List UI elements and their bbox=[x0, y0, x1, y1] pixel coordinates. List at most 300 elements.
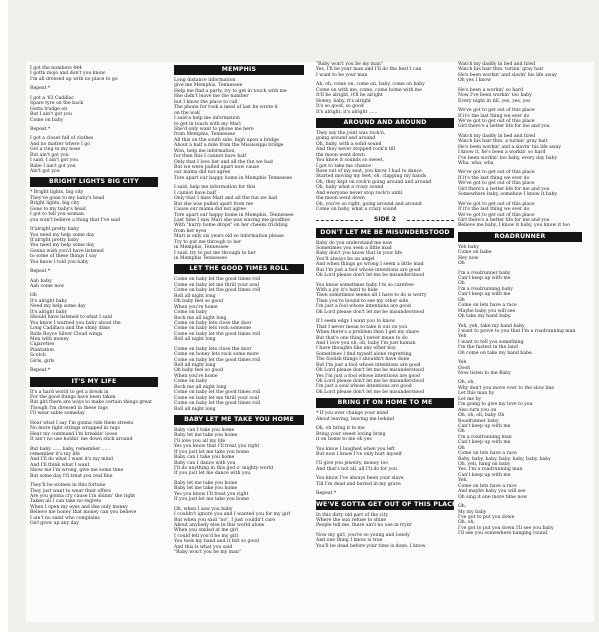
lyric-line: You need my help some day bbox=[30, 243, 95, 249]
column-4 bbox=[458, 62, 582, 537]
lyric-line: I said, help me information for this bbox=[174, 185, 256, 191]
lyric-line: Can't keep up with me bbox=[458, 440, 511, 446]
lyric-line: You'll be dead before your time is done, I know bbox=[316, 543, 426, 549]
lyric-line: But baby ...... baby, remember ...... bbox=[30, 446, 111, 452]
lyric-line: Baby can I take you home bbox=[174, 427, 235, 433]
lyric-line: If it's the last thing we ever do bbox=[458, 113, 530, 119]
lyric-line: I'm all dressed up with no place to go bbox=[30, 76, 118, 82]
lyric-line: Ah, oh, come on, come on, baby, come on baby bbox=[316, 82, 425, 88]
lyric-line: If it's the last thing we ever do bbox=[458, 207, 530, 213]
lyric-line: If you just let me take you home bbox=[174, 497, 249, 503]
lyric-line: the moon went down bbox=[316, 196, 365, 202]
lyric-line: They say the joint was rock'n, bbox=[316, 130, 386, 136]
lyric-line: Come on baby, what a crazy sound bbox=[316, 207, 397, 213]
lyric-line: But ain't got you bbox=[30, 152, 69, 158]
lyric-line: And everyone never stop rock'n until bbox=[316, 190, 403, 196]
lyric-line: Only that I miss Mari and all the fun we had bbox=[174, 196, 277, 202]
lyric-line: All this on the south side, high upon a bridge bbox=[174, 137, 280, 143]
lyric-line: When there's a problem then I get my share bbox=[316, 330, 419, 336]
lyric-line: Come on baby let me thrill your soul bbox=[174, 395, 260, 401]
lyric-line: Started moving my feet, oh, clapping my hands bbox=[316, 174, 427, 180]
lyric-line: going around and around bbox=[316, 136, 376, 142]
lyric-line: And one thing I know is true bbox=[316, 538, 383, 544]
lyric-line: And they never stopped rock'n till bbox=[316, 147, 396, 153]
lyric-line: Come on baby let the good times roll bbox=[174, 288, 261, 294]
lyric-line: But I ain't got you bbox=[30, 112, 72, 118]
lyric-line: And maybe baby you will see bbox=[458, 489, 526, 495]
lyric-line: Baby can I dance with you bbox=[174, 460, 236, 466]
side-divider bbox=[316, 215, 454, 225]
lyric-line: Show me I'm wrong, give me some time bbox=[30, 468, 124, 474]
lyric-line: Every night in till, yes, yes, yes bbox=[458, 98, 531, 104]
lyric-line: I want to prove to you that I'm a roadrunning man bbox=[458, 328, 576, 334]
lyric-line: It's so good, so good bbox=[316, 104, 364, 110]
lyric-line: Oh, oh bring it to me bbox=[316, 426, 365, 432]
lyric-line: And I love you oh, oh, baby I'm just human bbox=[316, 340, 416, 346]
lyric-line: Long distance information bbox=[174, 78, 236, 83]
lyric-line: Come on baby let me thrill your soul bbox=[174, 282, 260, 288]
lyric-line: I want to be your man bbox=[316, 72, 368, 78]
lyric-line: And this is what you said bbox=[174, 544, 233, 550]
lyric-line: I got to tell you woman bbox=[30, 212, 84, 218]
lyric-line: Oh baby feel so good bbox=[174, 299, 223, 305]
lyric-line: When you're home bbox=[174, 304, 218, 310]
lyric-line: Now listen to me Baby bbox=[458, 371, 511, 376]
lyric-line: Till I'm dead and buried in my grave bbox=[316, 481, 401, 487]
lyric-line: About anybody else in this world alone bbox=[174, 522, 265, 528]
lyric-line: It's alright, it's alright ...... bbox=[316, 109, 378, 115]
lyric-line: But we were pulled apart now cause bbox=[174, 165, 260, 170]
lyric-line: Oh, yeh, hang on baby bbox=[458, 462, 511, 467]
lyric-line: Baby can I take you home bbox=[174, 455, 235, 461]
lyric-line: I gotta mojo and don't you know bbox=[30, 71, 106, 77]
lyric-line: It's alright baby bbox=[30, 309, 68, 315]
lyric-line: from Memphis, Tennessee bbox=[174, 132, 236, 138]
lyric-line: "Baby won't you be my man" bbox=[174, 550, 241, 556]
lyric-line: Come on baby bbox=[174, 310, 208, 316]
lyric-line: Oooh bbox=[458, 365, 471, 371]
side-label: SIDE 2 bbox=[370, 216, 400, 223]
lyric-line: I'll wear sable someday bbox=[30, 411, 85, 417]
lyric-line: Last time I saw Mari she was waving me goodbye bbox=[174, 217, 290, 223]
lyric-line: Watch my daddy in bed and tired bbox=[458, 62, 536, 67]
lyric-line: I'll love you all my life bbox=[174, 438, 226, 444]
lyric-line: But girl there are ways to make certain things great bbox=[30, 400, 152, 406]
lyric-line: Bring your sweet loving bring bbox=[316, 431, 386, 437]
lyric-line: They just want to wear their offers bbox=[30, 488, 111, 494]
lyric-line: Babe I ain't got you bbox=[30, 163, 76, 169]
lyric-line: When you smiled at me girl bbox=[174, 528, 239, 534]
lyric-line: Can't keep up with me bbox=[458, 292, 511, 298]
lyric-line: Oh Lord please don't let me be misunderstood bbox=[316, 389, 425, 395]
lyric-line: Help me find a party, try to get in touch with me bbox=[174, 88, 287, 94]
lyric-line: Come on lets have a race bbox=[458, 303, 517, 309]
lyric-line: Oh, baby what a crazy sound bbox=[316, 185, 384, 191]
song-title: BRING IT ON HOME TO ME bbox=[316, 398, 454, 408]
lyric-line: for then this I cannot have half bbox=[174, 154, 247, 160]
lyric-line: Rose out of my seat, you know I had to dance bbox=[316, 169, 422, 174]
lyric-line: Oh yes I know bbox=[458, 78, 492, 84]
lyric-line: Oh bbox=[458, 261, 465, 267]
lyric-line: Come on baby let the good times roll bbox=[174, 277, 261, 283]
lyric-line: Oh bbox=[458, 429, 465, 435]
song-title: ROADRUNNER bbox=[458, 232, 582, 242]
lyric-line: And I'll do what I want it's my mind bbox=[30, 457, 113, 463]
lyric-line: Believe me honey that money can you believe bbox=[30, 510, 137, 516]
column-1 bbox=[30, 62, 158, 527]
lyric-line: I know it, he's been a workin' so hard bbox=[458, 150, 546, 156]
lyric-line: I'm the fastest in the land bbox=[458, 345, 518, 351]
lyric-line: They've gone to my baby's head bbox=[30, 195, 105, 201]
song-title: WE'VE GOTTA GET OUT OF THIS PLACE bbox=[316, 500, 457, 508]
lyric-line: If you just let me dance with you bbox=[174, 471, 251, 477]
lyric-line: You know I told you baby bbox=[30, 259, 89, 265]
lyric-line: When I open my eyes and like only money bbox=[30, 504, 128, 510]
lyric-line: I couldn't ignore you and I wanted you for my girl bbox=[174, 512, 291, 518]
lyric-line: Got a ring in my nose bbox=[30, 147, 81, 153]
lyric-line: No more tight strings wrapped in rags bbox=[30, 426, 120, 432]
lyric-line: If you just let me take you home bbox=[174, 449, 249, 455]
lyric-line: It'alright pretty baby bbox=[30, 237, 79, 243]
lyric-line: We've got to get out of this place bbox=[458, 201, 535, 207]
lyric-line: to get in touch with my Mari bbox=[174, 121, 241, 127]
lyric-line: Come on baby let the good times roll bbox=[174, 401, 261, 407]
lyric-line: Though I'm dressed in these rags bbox=[30, 405, 108, 411]
lyric-line: Long Cadillacs and the shiny dims bbox=[30, 326, 110, 332]
lyric-line: Rock me all night long bbox=[174, 315, 227, 321]
lyric-line: Oh, they kept on rock'n going around and around bbox=[316, 179, 432, 185]
lyric-line: Oh, when I saw you baby bbox=[174, 506, 233, 512]
lyric-line: Girl there's a better life for me and you bbox=[458, 217, 550, 223]
lyric-line: And that's not all, all I'll do for you bbox=[316, 466, 397, 472]
lyric-line: Need my help some day bbox=[30, 304, 86, 310]
lyric-line: But that's one thing I never mean to do bbox=[316, 335, 408, 341]
lyric-line: Yeh bbox=[458, 334, 467, 340]
lyric-line: We've got to get out of this place bbox=[458, 170, 535, 176]
lyric-line: Come on honey lets rock some more bbox=[174, 352, 259, 358]
lyric-line: Come on lets have a race bbox=[458, 451, 517, 457]
lyric-line: Taken all I can take no regrets bbox=[30, 499, 102, 505]
lyric-line: The phone for took a meal of last he wrote it bbox=[174, 105, 278, 111]
lyric-line: Let this man by bbox=[458, 391, 495, 397]
lyric-line: Bright lights, big city bbox=[30, 201, 80, 207]
lyric-line: Now I've been workin' too baby bbox=[458, 93, 532, 99]
lyric-line: Oh Lord please don't let me be misunderstood bbox=[316, 273, 425, 279]
lyric-line: Hear my command I'm breakin' loose bbox=[30, 431, 118, 437]
lyric-line: Oh, oh, bbox=[458, 520, 475, 526]
lyric-line: Only that I love her and all the fun we had bbox=[174, 159, 273, 165]
lyric-line: About leaving, leaving me behind bbox=[316, 416, 394, 422]
lyric-line: Tore apart our happy home in Memphis Tennessee bbox=[174, 175, 293, 181]
lyric-line: Yes, I'm a roadrunning man bbox=[458, 467, 523, 473]
song-title: IT'S MY LIFE bbox=[30, 377, 158, 387]
lyric-line: Oh bbox=[458, 445, 465, 451]
lyric-line: My my baby bbox=[458, 509, 487, 515]
lyric-line: But some day I'll treat you real fine bbox=[30, 473, 113, 479]
lyric-line: Scotch bbox=[30, 353, 46, 359]
lyric-line: Come on baby let the good times roll bbox=[174, 357, 261, 363]
lyric-line: We've got to get out of this place bbox=[458, 118, 535, 124]
lyric-line: They'll be women in this fortune bbox=[30, 483, 106, 489]
lyric-line: * Bright lights, big city bbox=[30, 190, 84, 196]
lyric-line: "Baby won't you be my man" bbox=[316, 62, 383, 67]
lyric-line: Watch my daddy in bed and tired bbox=[458, 133, 536, 139]
lyric-line: If I seem edgy I want you to know bbox=[316, 319, 396, 325]
lyric-line: I'm a roadrunning man bbox=[458, 434, 512, 440]
lyric-line: She'd only want to phone me here bbox=[174, 126, 254, 132]
lyric-line: but I know the place to call bbox=[174, 99, 238, 105]
lyric-line: I'm just a fool whose intentions are good bbox=[316, 304, 411, 310]
lyric-line: in Memphis Tennessee bbox=[174, 256, 228, 261]
lyric-line: When you're home bbox=[174, 373, 218, 379]
lyric-line: Sometimes you seen a little mad bbox=[316, 245, 392, 251]
song-title: AROUND AND AROUND bbox=[316, 118, 454, 128]
lyric-line: Then sometimes seems all I have to do is worry bbox=[316, 293, 427, 299]
lyric-line: Yeh baby bbox=[458, 244, 479, 250]
lyric-line: Come on baby lets close the door bbox=[174, 320, 252, 326]
lyric-line: Are you gonna cry cause I'm shinin' the right bbox=[30, 494, 136, 499]
lyric-line: You know I've always been your slave bbox=[316, 476, 404, 482]
lyric-line: Yes you know I'll treat you right bbox=[174, 491, 249, 497]
song-title: MEMPHIS bbox=[174, 65, 304, 75]
lyric-line: Baby let me take you home bbox=[174, 433, 238, 439]
lyric-line: That I never mean to take it out on you bbox=[316, 324, 408, 330]
lyric-line: I got a closet full of clothes bbox=[30, 136, 94, 142]
lyric-line: It's alright baby bbox=[30, 298, 68, 304]
lyric-line: But I'm just a fool whose intentions are good bbox=[316, 362, 421, 368]
lyric-line: you won't believe a thing that I've said bbox=[30, 217, 121, 223]
lyric-line: Rolls Royce Silver Cloud wings bbox=[30, 331, 103, 337]
lyric-line: And I'll think what I want bbox=[30, 462, 90, 468]
lyric-line: He's been a workin' so hard bbox=[458, 87, 524, 93]
lyric-line: Hey now bbox=[458, 255, 479, 261]
lyric-line: I ain't no saint who complains bbox=[30, 515, 100, 521]
lyric-line: I got a '63 Cadillac bbox=[30, 95, 74, 101]
lyric-line: Girl there's a better life for me and you bbox=[458, 186, 550, 192]
lyric-line: Come on baby bbox=[30, 117, 64, 123]
lyric-line: Gotta trudge on bbox=[30, 106, 68, 112]
lyric-line: * If you ever change your mind bbox=[316, 411, 389, 417]
lyric-line: I'll do anything in this god o' mighty world bbox=[174, 466, 274, 471]
lyric-line: I cannot have half bbox=[174, 190, 216, 196]
lyric-line: It's a hard world to get a break in bbox=[30, 389, 109, 395]
lyric-line: I got the numbers 444 bbox=[30, 66, 82, 71]
lyric-line: Oh Lord please don't let me be misunderstood bbox=[316, 379, 425, 384]
lyric-line: It ain't no use holdin' me down stick around bbox=[30, 437, 133, 443]
lyric-line: With a joy it's hard to hide bbox=[316, 288, 378, 293]
lyric-line: I could tell you'd be my girl bbox=[174, 533, 238, 539]
lyric-line: Can't keep up with me bbox=[458, 472, 511, 478]
lyric-line: Come on baby let the good times roll bbox=[174, 390, 261, 396]
lyric-line: But she was pulled apart from me bbox=[174, 201, 254, 207]
lyric-line: Somewhere baby, somehow I know it baby bbox=[458, 192, 557, 198]
lyric-line: For the good things have been taken bbox=[30, 395, 116, 400]
lyric-line: Oh Lord please don't let me be misunderstood bbox=[316, 368, 425, 374]
lyric-line: Repeat * bbox=[316, 491, 337, 497]
lyric-line: Where the sun refuse to shine bbox=[316, 518, 387, 523]
lyric-line: Repeat * bbox=[30, 269, 51, 275]
lyric-sheet bbox=[8, 0, 599, 632]
column-3 bbox=[316, 62, 457, 549]
lyric-line: With "hurry home drops" on her cheeks trickling bbox=[174, 223, 288, 229]
lyric-line: Oh bbox=[458, 281, 465, 287]
lyric-line: Aah baby bbox=[30, 278, 52, 284]
lyric-line: Try to put me through to her bbox=[174, 239, 242, 245]
lyric-line: give me Memphis, Tennessee bbox=[174, 83, 243, 89]
lyric-line: Oh, you're so right, going around and around bbox=[316, 201, 422, 207]
lyric-line: I'll give you jewelry, money too bbox=[316, 461, 389, 467]
lyric-line: Roll all night long bbox=[174, 406, 216, 412]
lyric-line: Now my girl, you're so young and lonely bbox=[316, 532, 410, 538]
lyric-line: I'm just a soul whose intentions are good bbox=[316, 384, 412, 390]
lyric-line: I've got to put you down I'll see you baby bbox=[458, 525, 554, 531]
lyric-line: Watch his hair thin, turnin' gray hair bbox=[458, 67, 544, 73]
lyric-line: Men with money bbox=[30, 336, 69, 342]
lyric-line: Oh, oh, oh, baby Oh bbox=[458, 413, 505, 419]
lyric-line: But when you said "no", I just couldn't care bbox=[174, 517, 276, 523]
lyric-line: You know I laughed when you left bbox=[316, 446, 395, 452]
lyric-line: Also turn you on bbox=[458, 407, 497, 413]
lyric-line: If it's the last thing we ever do bbox=[458, 175, 530, 181]
lyric-line: Cause our mama did not agree bbox=[174, 207, 246, 213]
lyric-line: Spare tyre on the back bbox=[30, 101, 84, 107]
song-title: BRIGHT LIGHTS BIG CITY bbox=[30, 177, 158, 187]
lyric-line: And when things go wrong I seem a little mad bbox=[316, 262, 424, 268]
lyric-line: Wha, wha, wha bbox=[458, 161, 494, 166]
lyric-line: to some of these things I say bbox=[30, 254, 97, 260]
lyric-line: We've got to get out of this place bbox=[458, 181, 535, 187]
lyric-line: Believe me baby, I know it baby, you know it too bbox=[458, 223, 570, 229]
lyric-line: Gone to my baby's head bbox=[30, 206, 86, 212]
lyric-line: Baby do you understand me now bbox=[316, 240, 393, 246]
lyric-line: The foolish things I shouldn't have done bbox=[316, 357, 410, 363]
lyric-line: it on home to me oh yes bbox=[316, 437, 372, 443]
lyric-line: Oh sing it one more time now bbox=[458, 494, 528, 500]
lyric-line: I got to take me chance bbox=[316, 163, 371, 169]
lyric-line: Mari is only six years old so information please bbox=[174, 234, 284, 240]
lyric-line: Maybe baby you will see bbox=[458, 308, 516, 314]
lyric-line: Sometimes I find myself alone regretting bbox=[316, 351, 412, 357]
lyric-line: Come on baby lets close the door bbox=[174, 346, 252, 352]
lyric-line: In this dirty old part of the city bbox=[316, 512, 389, 518]
lyric-line: I said, try to put me through to her bbox=[174, 250, 256, 256]
lyric-line: Can't keep up with me bbox=[458, 423, 511, 429]
lyric-line: I'll see you somewhere hanging round. bbox=[458, 531, 549, 537]
lyric-line: He's been workin' and a slavin' his life away bbox=[458, 144, 562, 150]
lyric-line: I'm a roadrunner baby bbox=[458, 270, 511, 276]
lyric-line: People tell me, there ain't no use in tryin' bbox=[316, 523, 413, 529]
lyric-line: He's been workin' and slavin' his life away bbox=[458, 72, 557, 78]
lyric-line: Cigarettes bbox=[30, 342, 55, 348]
lyric-line: Plantation bbox=[30, 347, 54, 353]
lyric-line: Ain't got you bbox=[30, 169, 60, 174]
lyric-line: It'll be alright, it'll be alright bbox=[316, 93, 383, 99]
lyric-line: Oh bbox=[30, 293, 37, 299]
lyric-panel bbox=[26, 62, 594, 622]
lyric-line: Won, help me information, bbox=[174, 148, 236, 154]
lyric-line: Yes, I'll be your man and I'll do the best I can bbox=[316, 67, 422, 73]
lyric-line: I'm going to give my love to you bbox=[458, 402, 533, 408]
lyric-line: Tore apart our happy home in Memphis, Tennessee bbox=[174, 212, 294, 218]
lyric-line: Then you're bound to see my other side bbox=[316, 298, 409, 304]
lyric-line: It'alright pretty baby bbox=[30, 227, 79, 233]
lyric-line: Come on baby lets rock someone bbox=[174, 326, 251, 332]
lyric-line: Roadrunner baby bbox=[458, 418, 499, 424]
lyric-line: Can't keep up with me bbox=[458, 276, 511, 281]
lyric-line: Girls, girls bbox=[30, 358, 55, 364]
lyric-line: I have thoughts like any other boy bbox=[316, 346, 396, 352]
lyric-line: our mama did not agree bbox=[174, 170, 231, 176]
lyric-line: Oh Lord please don't let me be misunderstood bbox=[316, 309, 425, 315]
lyric-line: Come on baby bbox=[174, 379, 208, 385]
lyric-line: Let me by bbox=[458, 396, 482, 402]
lyric-line: She didn't leave me the number bbox=[174, 94, 249, 100]
lyric-line: Repeat * bbox=[30, 86, 51, 92]
lyric-line: Honey, baby, it's alright bbox=[316, 98, 371, 104]
lyric-line: But now I know I've only hurt myself bbox=[316, 451, 402, 457]
lyric-line: Roll all night long bbox=[174, 293, 216, 299]
song-title: LET THE GOOD TIMES ROLL bbox=[174, 264, 304, 274]
lyric-line: the moon went down bbox=[316, 152, 365, 158]
column-2 bbox=[174, 62, 304, 556]
lyric-line: Oh, oh, bbox=[458, 380, 475, 386]
song-title: BABY LET ME TAKE YOU HOME bbox=[174, 415, 304, 425]
lyric-line: You know I warned you baby about the bbox=[30, 320, 121, 326]
lyric-line: You know sometimes baby I'm so carefree bbox=[316, 282, 414, 288]
lyric-line: I'm a roadrunning baby bbox=[458, 286, 513, 292]
lyric-line: Girl grow up any day bbox=[30, 521, 79, 527]
lyric-line: Yes I'm just a fool whose intentions are good bbox=[316, 373, 420, 379]
lyric-line: Aah come now bbox=[30, 284, 65, 289]
lyric-line: Come on with me, come, come home with me bbox=[316, 87, 422, 93]
lyric-line: You need my help some day bbox=[30, 232, 95, 238]
lyric-line: Baby don't you know that in your life bbox=[316, 251, 403, 257]
lyric-line: on the wall bbox=[174, 110, 200, 116]
song-title: DON'T LET ME BE MISUNDERSTOOD bbox=[316, 228, 454, 238]
lyric-line: I want to tell you something bbox=[458, 339, 524, 345]
lyric-line: We've got to get out of this place bbox=[458, 108, 535, 114]
lyric-line: You took my hand and it felt so good bbox=[174, 539, 259, 545]
lyric-line: You'll always be an angel bbox=[316, 256, 375, 262]
lyric-line: Oh, baby, with a solid sound bbox=[316, 141, 382, 147]
lyric-line: Yes you know that I'll treat you right bbox=[174, 444, 260, 450]
lyric-line: Repeat * bbox=[30, 126, 51, 132]
lyric-line: Come on lets have a race bbox=[458, 483, 517, 489]
lyric-line: Oh bbox=[458, 297, 465, 303]
lyric-line: Why don't you move over to the slow line bbox=[458, 385, 555, 391]
lyric-line: Baby let me take you home bbox=[174, 480, 238, 486]
lyric-line: I've been workin' too baby, every day baby bbox=[458, 155, 558, 161]
lyric-line: Yeh, bbox=[458, 478, 468, 484]
lyric-line: Baby, baby, baby, baby, baby, baby, baby bbox=[458, 456, 551, 462]
lyric-line: Baby let me take you home bbox=[174, 486, 238, 492]
lyric-line: And no matter where I go bbox=[30, 141, 90, 147]
lyric-line: Oh baby feel so good bbox=[174, 368, 223, 374]
lyric-line: We've got to get out of this place bbox=[458, 212, 535, 218]
lyric-line: Come on baby let the good times roll bbox=[174, 331, 261, 337]
lyric-line: I said, I ain't got you bbox=[30, 158, 79, 164]
lyric-line: Repeat * bbox=[30, 368, 51, 374]
lyric-line: Gonna wish you'd have listened bbox=[30, 248, 104, 254]
lyric-line: Oh take my hand baby. bbox=[458, 314, 512, 320]
lyric-line: remember it's my life bbox=[30, 451, 80, 457]
lyric-line: But I'm just a fool whose intentions are good bbox=[316, 267, 421, 273]
lyric-line: Roll all night long bbox=[174, 337, 216, 343]
lyric-line: Roll all night long bbox=[174, 363, 216, 368]
lyric-line: Oh, bbox=[458, 504, 467, 510]
lyric-line: Hear what I say I'm gonna ride them streets bbox=[30, 420, 134, 426]
lyric-line: Should have listened to what I said bbox=[30, 315, 112, 321]
